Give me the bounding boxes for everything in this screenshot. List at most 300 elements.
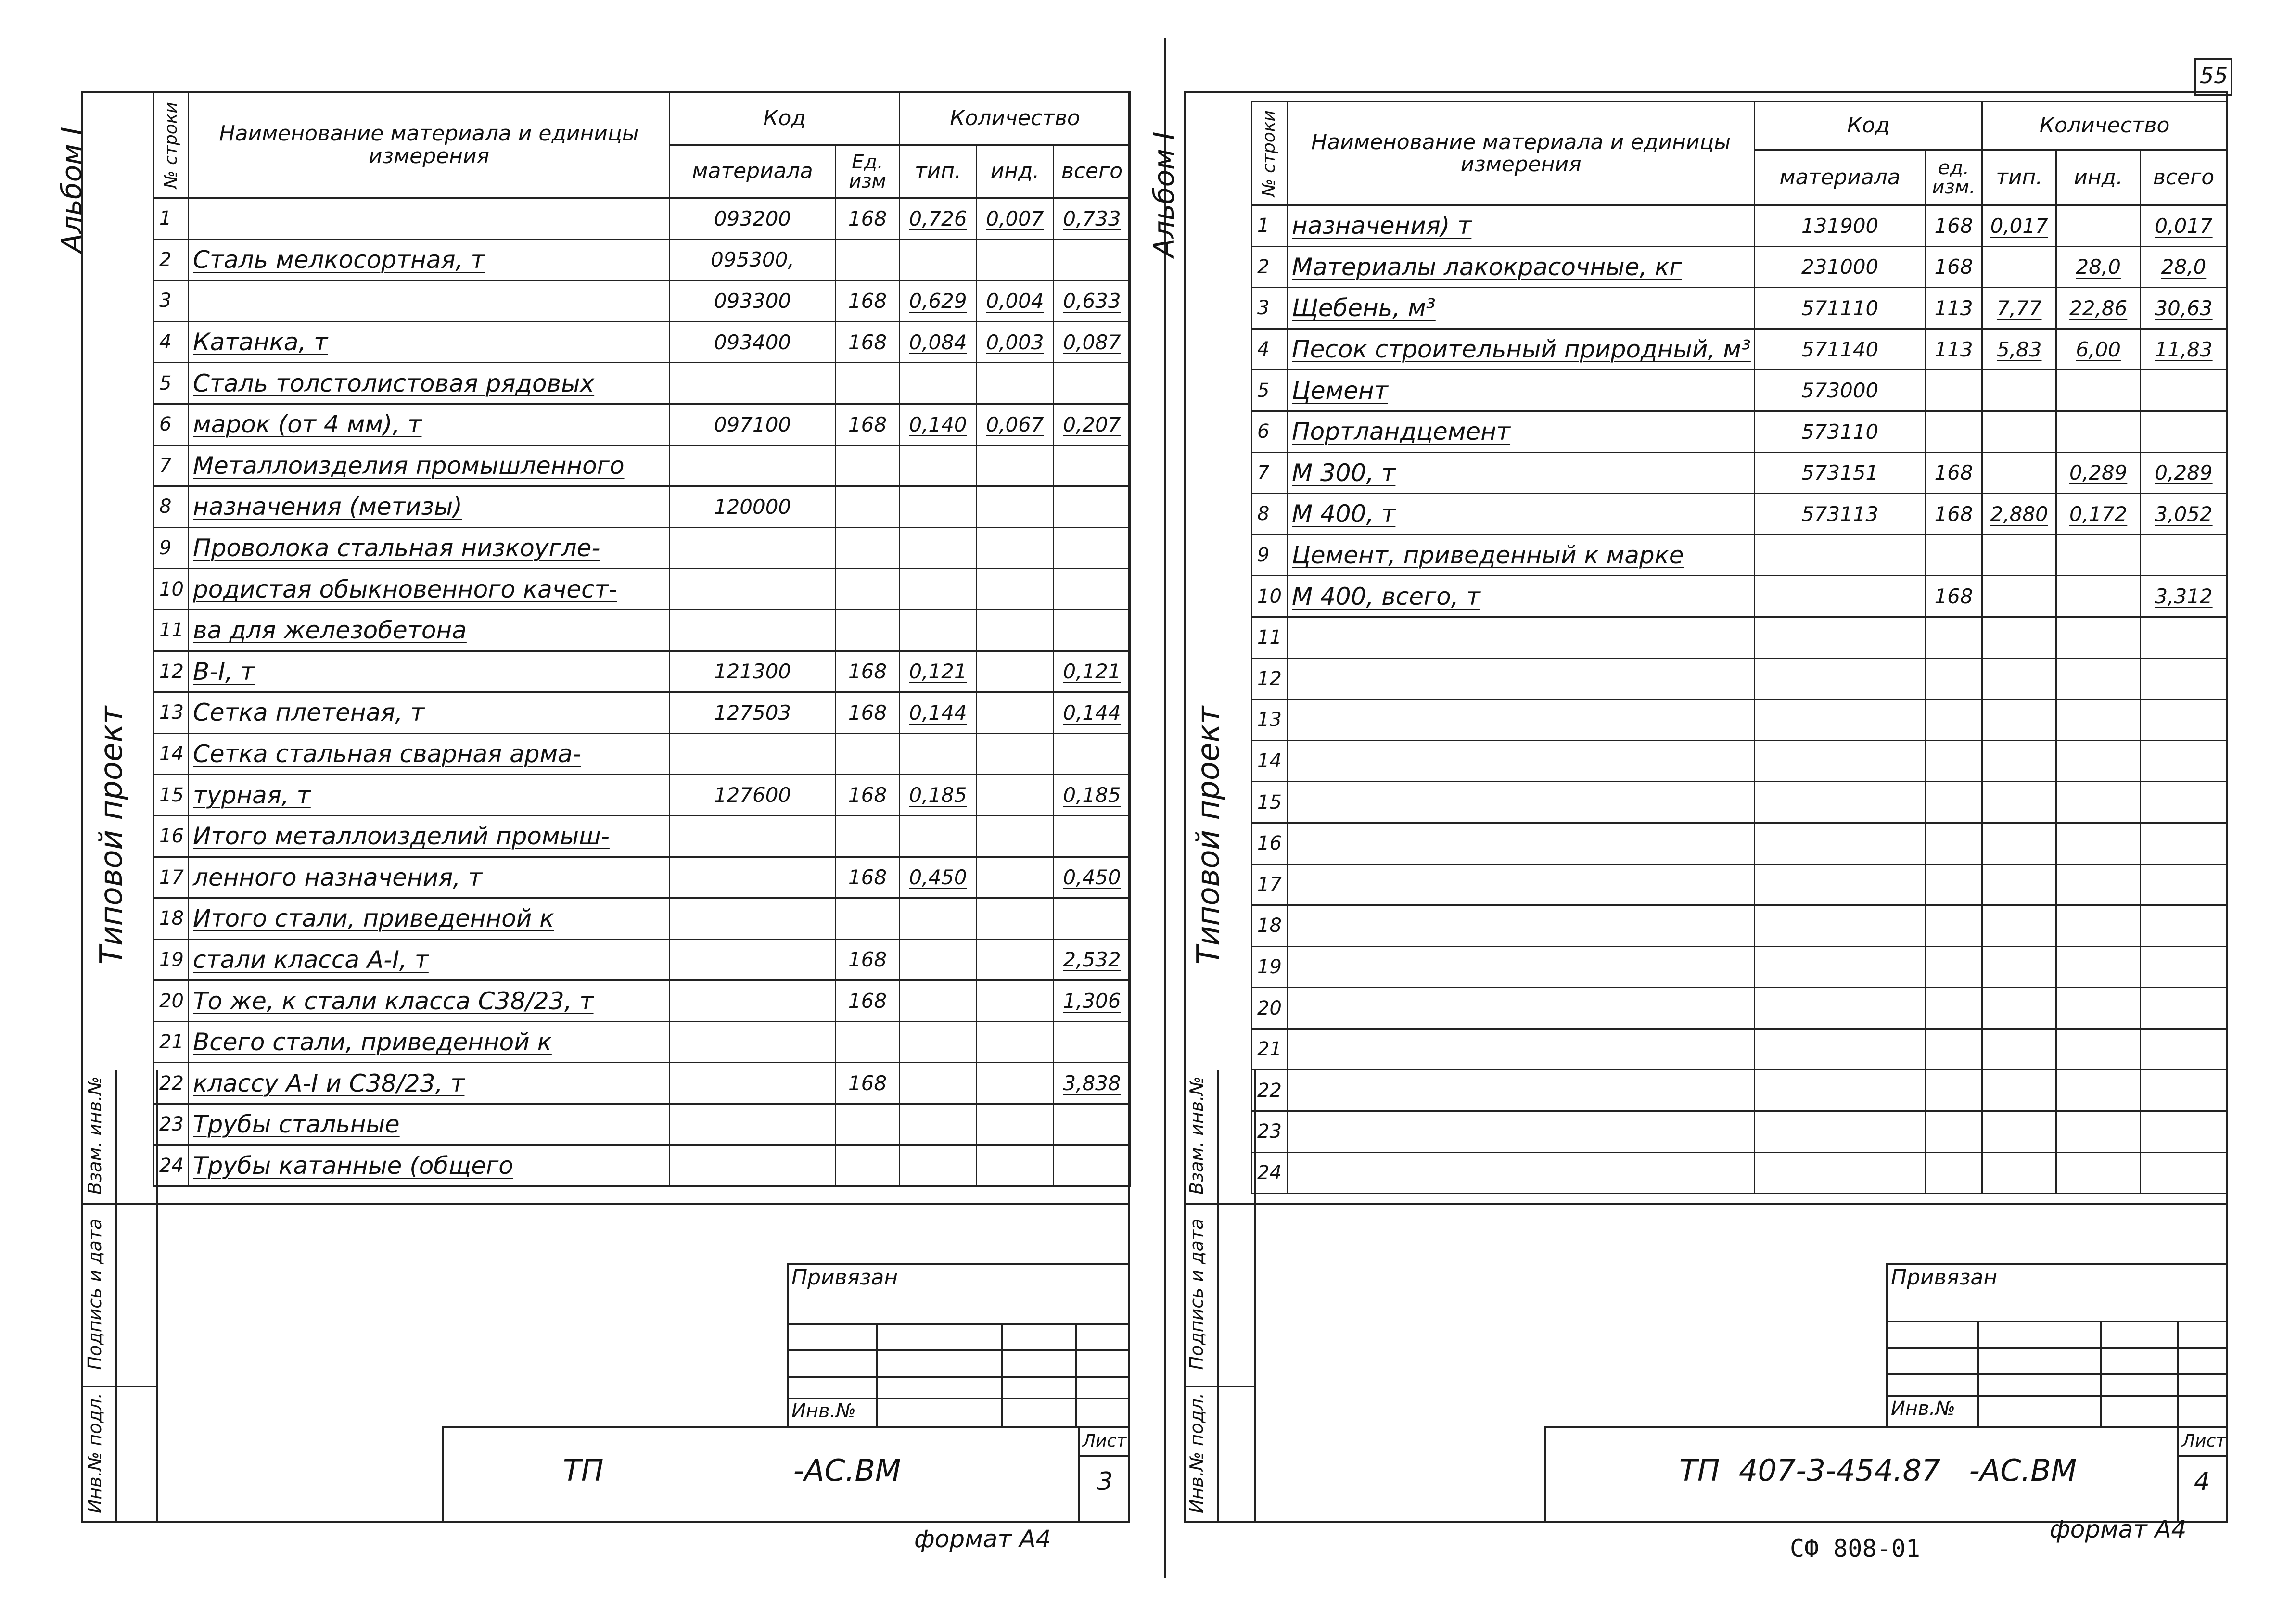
table-row (154, 486, 1131, 528)
material-code (670, 733, 836, 775)
unit-code: 168 (836, 692, 900, 734)
material-code (1755, 1029, 1926, 1070)
qty-total (2141, 1152, 2227, 1194)
table-row (1252, 1111, 2227, 1153)
unit-code: 168 (836, 321, 900, 363)
qty-total (2141, 905, 2227, 947)
qty-typ (900, 239, 977, 280)
qty-total: 3,052 (2141, 494, 2227, 535)
material-name: Всего стали, приведенной к (189, 1021, 670, 1063)
qty-ind (977, 486, 1054, 528)
unit-code: 168 (836, 1063, 900, 1104)
material-code (1755, 1070, 1926, 1111)
left-stamp-vline (876, 1323, 878, 1426)
material-code (1755, 576, 1926, 617)
qty-typ (1982, 370, 2056, 411)
row-number: 3 (154, 280, 189, 322)
row-number: 17 (154, 857, 189, 898)
material-name: ленного назначения, т (189, 857, 670, 898)
unit-code (1925, 699, 1982, 741)
header-total: всего (2141, 150, 2227, 205)
table-row (154, 569, 1131, 610)
left-stamp-hline (787, 1323, 1130, 1325)
qty-typ: 0,629 (900, 280, 977, 322)
qty-typ (1982, 1029, 2056, 1070)
row-number: 6 (154, 404, 189, 445)
unit-code: 168 (836, 775, 900, 816)
qty-typ: 0,121 (900, 651, 977, 692)
row-number: 8 (1252, 494, 1288, 535)
qty-ind (977, 610, 1054, 651)
table-row (154, 898, 1131, 940)
left-title-hline (1078, 1455, 1130, 1457)
material-name: назначения) т (1288, 205, 1755, 247)
qty-ind (977, 733, 1054, 775)
material-code (670, 445, 836, 486)
qty-typ (1982, 246, 2056, 288)
unit-code (1925, 534, 1982, 576)
row-number: 2 (1252, 246, 1288, 288)
table-row (1252, 782, 2227, 823)
material-name: М 300, т (1288, 452, 1755, 494)
qty-ind: 0,004 (977, 280, 1054, 322)
qty-typ (1982, 452, 2056, 494)
qty-total: 0,450 (1054, 857, 1131, 898)
left-table-body (154, 198, 1131, 1186)
material-name: Сталь мелкосортная, т (189, 239, 670, 280)
row-number: 4 (1252, 329, 1288, 370)
qty-total (2141, 370, 2227, 411)
unit-code (836, 363, 900, 404)
row-number: 18 (154, 898, 189, 940)
unit-code (836, 1104, 900, 1145)
left-stamp-hline (787, 1398, 1130, 1399)
table-row (1252, 452, 2227, 494)
row-number: 10 (154, 569, 189, 610)
qty-typ (900, 445, 977, 486)
unit-code (836, 898, 900, 940)
right-project-label: Типовой проект (1191, 706, 1226, 965)
row-number: 7 (1252, 452, 1288, 494)
qty-total: 0,733 (1054, 198, 1131, 240)
qty-typ (900, 527, 977, 569)
material-name: Металлоизделия промышленного (189, 445, 670, 486)
qty-typ (900, 733, 977, 775)
table-row (1252, 288, 2227, 329)
right-side-label-vzam: Взам. инв.№ (1186, 1076, 1207, 1195)
material-name: назначения (метизы) (189, 486, 670, 528)
qty-total (1054, 733, 1131, 775)
qty-typ (900, 939, 977, 980)
material-name (1288, 699, 1755, 741)
qty-total (2141, 1111, 2227, 1153)
qty-ind (2056, 905, 2141, 947)
table-row (154, 239, 1131, 280)
header-code: Код (670, 92, 900, 145)
material-name (1288, 1152, 1755, 1194)
table-row (1252, 864, 2227, 905)
table-row (154, 1145, 1131, 1186)
header-unit: Ед. изм (836, 145, 900, 198)
qty-typ (1982, 1111, 2056, 1153)
material-name: родистая обыкновенного качест- (189, 569, 670, 610)
qty-total: 3,312 (2141, 576, 2227, 617)
table-row (1252, 740, 2227, 782)
row-number: 8 (154, 486, 189, 528)
header-material: материала (1755, 150, 1926, 205)
qty-ind: 22,86 (2056, 288, 2141, 329)
header-total: всего (1054, 145, 1131, 198)
material-code (1755, 823, 1926, 864)
qty-total (1054, 527, 1131, 569)
table-row (154, 733, 1131, 775)
table-row (154, 527, 1131, 569)
row-number: 19 (154, 939, 189, 980)
header-unit: ед. изм. (1925, 150, 1982, 205)
row-number: 9 (1252, 534, 1288, 576)
qty-ind: 0,172 (2056, 494, 2141, 535)
table-row (1252, 823, 2227, 864)
qty-typ (1982, 946, 2056, 988)
qty-ind (2056, 658, 2141, 699)
material-code (670, 939, 836, 980)
material-name: Сетка стальная сварная арма- (189, 733, 670, 775)
table-row (154, 321, 1131, 363)
unit-code: 168 (1925, 452, 1982, 494)
material-code (670, 363, 836, 404)
left-stamp-hline (787, 1376, 1130, 1378)
unit-code (836, 445, 900, 486)
qty-ind (2056, 864, 2141, 905)
unit-code (836, 733, 900, 775)
qty-total (1054, 898, 1131, 940)
unit-code (1925, 905, 1982, 947)
table-row (154, 815, 1131, 857)
row-number: 4 (154, 321, 189, 363)
qty-total (1054, 363, 1131, 404)
header-typ: тип. (1982, 150, 2056, 205)
material-code (670, 1145, 836, 1186)
qty-typ (1982, 782, 2056, 823)
material-code: 093400 (670, 321, 836, 363)
qty-total (2141, 1029, 2227, 1070)
qty-ind (977, 1063, 1054, 1104)
material-name (1288, 988, 1755, 1029)
row-number: 23 (1252, 1111, 1288, 1153)
qty-typ (900, 569, 977, 610)
right-side-divider (1217, 1070, 1219, 1523)
right-album-label: Альбом I (1148, 131, 1180, 257)
table-row (1252, 1070, 2227, 1111)
row-number: 21 (154, 1021, 189, 1063)
right-material-table (1251, 101, 2228, 1194)
unit-code (836, 815, 900, 857)
qty-ind (977, 692, 1054, 734)
row-number: 6 (1252, 411, 1288, 452)
material-name: Трубы катанные (общего (189, 1145, 670, 1186)
left-privyazan: Привязан (791, 1265, 898, 1290)
row-number: 22 (1252, 1070, 1288, 1111)
material-name: М 400, всего, т (1288, 576, 1755, 617)
row-number: 2 (154, 239, 189, 280)
material-code: 571140 (1755, 329, 1926, 370)
material-code (670, 569, 836, 610)
table-row (1252, 1029, 2227, 1070)
table-row (154, 198, 1131, 240)
unit-code (836, 1145, 900, 1186)
table-row (154, 775, 1131, 816)
material-name (1288, 1029, 1755, 1070)
material-name (1288, 905, 1755, 947)
right-inv-no: Инв.№ (1891, 1398, 1955, 1420)
row-number: 15 (1252, 782, 1288, 823)
qty-total (2141, 411, 2227, 452)
qty-ind (977, 445, 1054, 486)
qty-typ: 5,83 (1982, 329, 2056, 370)
qty-total: 0,289 (2141, 452, 2227, 494)
right-format: формат А4 (2050, 1515, 2187, 1543)
qty-total (2141, 534, 2227, 576)
qty-typ: 0,450 (900, 857, 977, 898)
unit-code (1925, 988, 1982, 1029)
material-code (1755, 658, 1926, 699)
qty-ind (977, 939, 1054, 980)
qty-ind (977, 775, 1054, 816)
qty-typ: 7,77 (1982, 288, 2056, 329)
left-side-divider (115, 1070, 117, 1523)
qty-typ: 0,185 (900, 775, 977, 816)
row-number: 11 (154, 610, 189, 651)
material-code (670, 527, 836, 569)
table-row (1252, 658, 2227, 699)
table-row (1252, 988, 2227, 1029)
header-qty: Количество (1982, 102, 2227, 150)
qty-typ (900, 980, 977, 1022)
unit-code (836, 610, 900, 651)
qty-total (1054, 1021, 1131, 1063)
material-name (1288, 1111, 1755, 1153)
table-row (154, 445, 1131, 486)
unit-code: 168 (836, 198, 900, 240)
unit-code: 168 (836, 651, 900, 692)
material-code (1755, 534, 1926, 576)
material-name (189, 280, 670, 322)
unit-code: 168 (836, 980, 900, 1022)
table-row (1252, 494, 2227, 535)
table-row (154, 1021, 1131, 1063)
qty-total: 2,532 (1054, 939, 1131, 980)
left-designation: ТП -АС.ВМ (563, 1453, 901, 1488)
qty-total (2141, 823, 2227, 864)
unit-code (1925, 370, 1982, 411)
material-name: Сталь толстолистовая рядовых (189, 363, 670, 404)
qty-ind (977, 1104, 1054, 1145)
row-number: 18 (1252, 905, 1288, 947)
material-name: Сетка плетеная, т (189, 692, 670, 734)
unit-code: 168 (1925, 494, 1982, 535)
material-code (1755, 946, 1926, 988)
left-side-label-inv: Инв.№ подл. (84, 1392, 105, 1513)
qty-ind (2056, 1111, 2141, 1153)
row-number: 15 (154, 775, 189, 816)
header-typ: тип. (900, 145, 977, 198)
qty-ind (2056, 1029, 2141, 1070)
unit-code (1925, 740, 1982, 782)
qty-total (1054, 815, 1131, 857)
unit-code: 168 (836, 857, 900, 898)
right-side-label-sign: Подпись и дата (1186, 1218, 1207, 1370)
material-code (1755, 1111, 1926, 1153)
right-designation: ТП 407-3-454.87 -АС.ВМ (1679, 1453, 2077, 1488)
qty-total: 3,838 (1054, 1063, 1131, 1104)
qty-total: 11,83 (2141, 329, 2227, 370)
qty-ind (977, 898, 1054, 940)
unit-code: 168 (1925, 205, 1982, 247)
qty-total (2141, 699, 2227, 741)
material-name: марок (от 4 мм), т (189, 404, 670, 445)
left-album-label: Альбом I (55, 127, 88, 253)
table-row (1252, 534, 2227, 576)
right-title-vline (2177, 1426, 2179, 1523)
material-name: Песок строительный природный, м³ (1288, 329, 1755, 370)
qty-ind (2056, 205, 2141, 247)
header-row-no: № строки (154, 92, 189, 198)
unit-code: 113 (1925, 329, 1982, 370)
right-stamp-hline (1886, 1321, 2228, 1322)
qty-typ (900, 898, 977, 940)
material-code: 127503 (670, 692, 836, 734)
qty-typ (1982, 576, 2056, 617)
row-number: 12 (1252, 658, 1288, 699)
material-name (1288, 740, 1755, 782)
right-stamp-hline (1886, 1347, 2228, 1349)
qty-total: 1,306 (1054, 980, 1131, 1022)
left-format: формат А4 (914, 1525, 1051, 1553)
material-code (1755, 864, 1926, 905)
table-row (1252, 699, 2227, 741)
qty-total: 0,633 (1054, 280, 1131, 322)
left-material-table (153, 91, 1131, 1187)
material-code: 127600 (670, 775, 836, 816)
material-name (1288, 864, 1755, 905)
right-stamp-hline (1886, 1373, 2228, 1375)
material-name: В-I, т (189, 651, 670, 692)
row-number: 24 (1252, 1152, 1288, 1194)
left-side-label-sign: Подпись и дата (84, 1218, 105, 1370)
left-sheet-label: Лист (1083, 1431, 1127, 1451)
unit-code (836, 527, 900, 569)
qty-ind (977, 363, 1054, 404)
material-name (189, 198, 670, 240)
qty-total: 30,63 (2141, 288, 2227, 329)
material-code (670, 1021, 836, 1063)
row-number: 19 (1252, 946, 1288, 988)
header-ind: инд. (977, 145, 1054, 198)
row-number: 13 (154, 692, 189, 734)
right-table-body (1252, 205, 2227, 1194)
row-number: 20 (1252, 988, 1288, 1029)
table-row (154, 1104, 1131, 1145)
center-divider (1164, 38, 1166, 1578)
table-row (1252, 205, 2227, 247)
material-code: 573113 (1755, 494, 1926, 535)
material-name: То же, к стали класса С38/23, т (189, 980, 670, 1022)
material-code: 121300 (670, 651, 836, 692)
left-title-vline (1078, 1426, 1080, 1523)
right-privyazan: Привязан (1891, 1265, 1998, 1290)
qty-total (1054, 486, 1131, 528)
table-row (154, 1063, 1131, 1104)
material-name: Щебень, м³ (1288, 288, 1755, 329)
qty-ind (2056, 617, 2141, 658)
qty-ind: 0,289 (2056, 452, 2141, 494)
qty-ind (2056, 411, 2141, 452)
qty-ind (977, 980, 1054, 1022)
unit-code (1925, 617, 1982, 658)
row-number: 1 (154, 198, 189, 240)
table-row (1252, 411, 2227, 452)
table-row (154, 363, 1131, 404)
unit-code (1925, 1111, 1982, 1153)
right-sheet-number: 4 (2194, 1467, 2210, 1496)
left-project-label: Типовой проект (94, 706, 129, 965)
material-name: Катанка, т (189, 321, 670, 363)
header-name: Наименование материала и единицы измерения (1288, 102, 1755, 205)
qty-ind (977, 527, 1054, 569)
table-row (1252, 246, 2227, 288)
material-name (1288, 1070, 1755, 1111)
unit-code (1925, 946, 1982, 988)
qty-ind (2056, 1070, 2141, 1111)
material-code (670, 898, 836, 940)
material-code: 131900 (1755, 205, 1926, 247)
qty-typ (1982, 905, 2056, 947)
material-name (1288, 782, 1755, 823)
qty-ind (977, 569, 1054, 610)
row-number: 10 (1252, 576, 1288, 617)
row-number: 21 (1252, 1029, 1288, 1070)
qty-typ (900, 486, 977, 528)
material-code (1755, 905, 1926, 947)
qty-typ (900, 815, 977, 857)
row-number: 12 (154, 651, 189, 692)
material-code (670, 610, 836, 651)
qty-total (2141, 782, 2227, 823)
material-code (670, 1063, 836, 1104)
material-name (1288, 658, 1755, 699)
header-code: Код (1755, 102, 1982, 150)
row-number: 3 (1252, 288, 1288, 329)
qty-ind (977, 1021, 1054, 1063)
table-row (154, 939, 1131, 980)
material-name (1288, 823, 1755, 864)
material-code (670, 857, 836, 898)
unit-code (1925, 1029, 1982, 1070)
left-side-label-vzam: Взам. инв.№ (84, 1076, 105, 1195)
material-name: ва для железобетона (189, 610, 670, 651)
table-row (154, 692, 1131, 734)
qty-typ (1982, 411, 2056, 452)
table-row (154, 651, 1131, 692)
qty-total (2141, 658, 2227, 699)
row-number: 14 (154, 733, 189, 775)
left-inv-no: Инв.№ (791, 1400, 856, 1422)
row-number: 7 (154, 445, 189, 486)
qty-ind (977, 857, 1054, 898)
material-code: 093300 (670, 280, 836, 322)
qty-total (1054, 1104, 1131, 1145)
right-stamp-vline (2177, 1321, 2179, 1426)
